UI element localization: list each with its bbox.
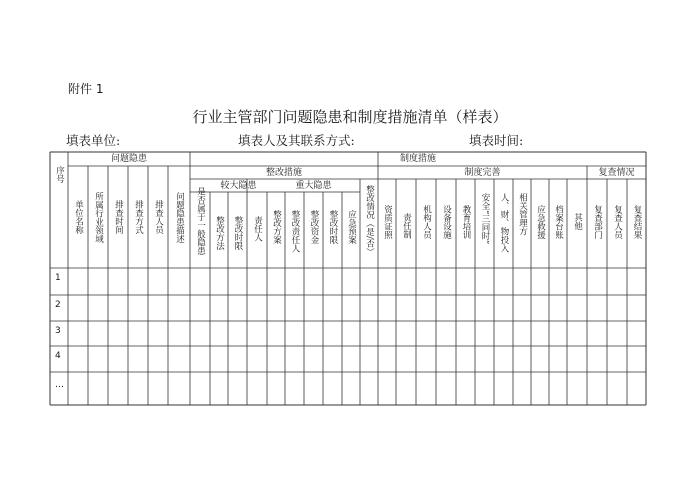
col-respsys — [396, 213, 416, 264]
fill-time-label: 填表时间: — [469, 133, 524, 148]
col-archive — [549, 205, 567, 264]
col-staff-label: 机构人员 — [421, 205, 432, 239]
col-mgmt — [513, 193, 531, 264]
col-other — [567, 213, 587, 264]
col-person-label: 排查人员 — [153, 200, 164, 234]
col-desc-label: 问题隐患描述 — [174, 192, 185, 243]
col-industry-label: 所属行业领域 — [93, 192, 104, 243]
col-other-label: 其他 — [572, 213, 583, 230]
col-desc — [168, 192, 190, 264]
col-larger-resp-label: 责任人 — [252, 216, 263, 242]
header-major: 重大隐患 — [295, 181, 332, 191]
col-rescue — [531, 205, 549, 264]
col-industry — [88, 192, 108, 264]
page-title: 行业主管部门问题隐患和制度措施清单（样表） — [192, 108, 508, 126]
col-review-dept-label: 复查部门 — [592, 205, 603, 239]
header-problem: 问题隐患 — [110, 154, 147, 164]
col-major-emergency — [342, 210, 360, 264]
col-time-label: 排查时间 — [113, 200, 124, 234]
col-major-deadline — [323, 210, 342, 264]
col-review-person-label: 复查人员 — [612, 205, 623, 239]
fill-person-label: 填表人及其联系方式: — [238, 133, 355, 148]
col-cert — [378, 205, 396, 264]
col-status — [360, 185, 378, 264]
col-safety-label: 安全“三同时” — [480, 193, 490, 245]
col-time — [108, 200, 128, 264]
col-larger-deadline-label: 整改时限 — [233, 216, 243, 250]
col-major-deadline-label: 整改时限 — [328, 210, 338, 244]
col-cert-label: 资质证照 — [382, 205, 393, 239]
col-larger-method-label: 整改方法 — [214, 216, 225, 250]
col-major-fund-label: 整改资金 — [309, 210, 319, 244]
row-number: 3 — [55, 326, 61, 336]
col-major-plan-label: 整改方案 — [271, 210, 282, 244]
col-seq-label: 序号 — [54, 166, 65, 183]
header-measures: 制度措施 — [399, 154, 436, 164]
col-mgmt-label: 相关管理方 — [517, 193, 528, 236]
col-rescue-label: 应急救援 — [535, 205, 546, 239]
col-review-person — [607, 205, 627, 264]
row-number: 1 — [55, 273, 61, 283]
col-safety — [475, 193, 494, 264]
col-method-label: 排查方式 — [133, 200, 144, 234]
col-larger-deadline — [228, 216, 247, 264]
col-larger-resp — [247, 216, 267, 264]
header-larger: 较大隐患 — [220, 181, 257, 191]
header-review: 复查情况 — [598, 168, 635, 178]
col-invest-label: 人、财、物投入 — [499, 193, 509, 253]
col-archive-label: 档案台账 — [553, 205, 564, 239]
col-person — [148, 200, 168, 264]
row-number: … — [55, 380, 64, 390]
col-review-result-label: 复查结果 — [632, 205, 642, 239]
col-method — [128, 200, 148, 264]
col-major-emergency-label: 应急预案 — [346, 210, 357, 244]
col-equip-label: 设备设施 — [441, 205, 452, 239]
col-major-resp-label: 整改责任人 — [290, 210, 300, 253]
col-respsys-label: 责任制 — [401, 213, 412, 239]
col-status-label: 整改情况（是/否） — [364, 185, 375, 256]
col-general-label: 是否属于一般隐患 — [195, 187, 206, 255]
row-number: 2 — [55, 300, 61, 310]
col-staff — [416, 205, 436, 264]
col-unit-label: 单位名称 — [73, 200, 84, 234]
col-review-result — [627, 205, 646, 264]
col-major-fund — [304, 210, 323, 264]
col-review-dept — [587, 205, 607, 264]
col-seq — [50, 166, 68, 264]
header-improve: 制度完善 — [464, 168, 501, 178]
col-general — [190, 187, 210, 264]
col-unit — [68, 200, 88, 264]
attachment-label: 附件 1 — [68, 82, 104, 96]
col-invest — [494, 193, 513, 264]
col-larger-method — [210, 216, 228, 264]
col-training-label: 教育培训 — [461, 205, 471, 239]
col-major-plan — [267, 210, 285, 264]
fill-unit-label: 填表单位: — [66, 133, 121, 148]
header-rectify: 整改措施 — [265, 168, 302, 178]
col-major-resp — [285, 210, 304, 264]
col-equip — [436, 205, 456, 264]
col-training — [456, 205, 475, 264]
row-number: 4 — [55, 351, 61, 361]
